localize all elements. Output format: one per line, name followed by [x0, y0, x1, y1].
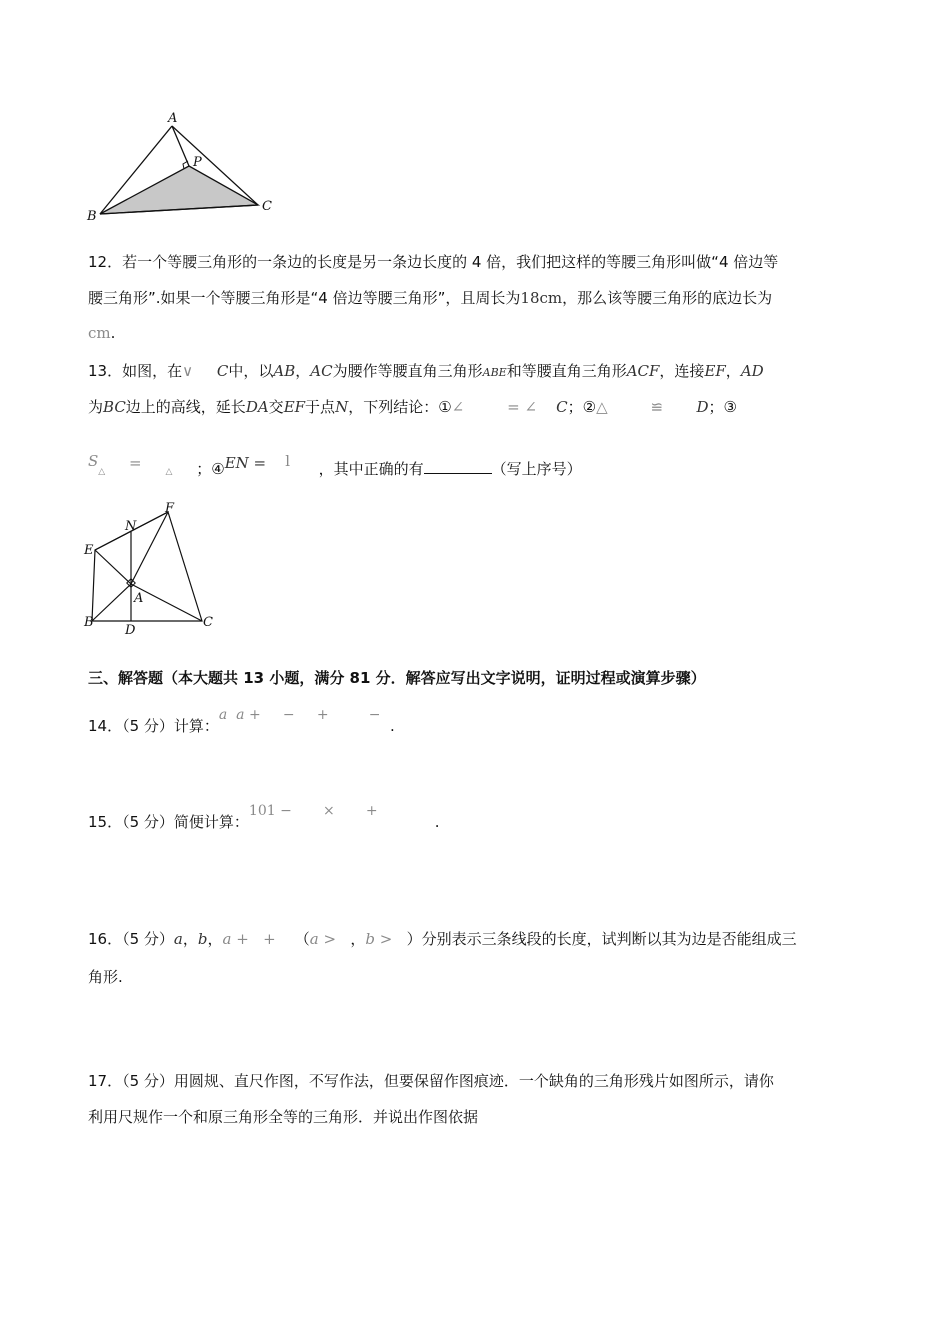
q13-l3-m4: EN =: [224, 454, 267, 472]
q13-l2-m5: ∠: [451, 398, 465, 416]
q13-l3-m1: S: [88, 452, 99, 470]
fig2-label-c: C: [203, 615, 213, 630]
segment-ab: [92, 584, 131, 621]
q13-l3-m5: l: [285, 452, 290, 470]
q16-m2: b: [197, 930, 208, 948]
q13-l2-m3: EF: [283, 398, 306, 416]
q13-l2-m1: BC: [103, 398, 126, 416]
segment-af: [131, 512, 168, 584]
q13-l3-t1: ；④: [196, 460, 225, 478]
q13-l3-m1s: △: [98, 467, 106, 477]
fig2-label-e: E: [84, 543, 94, 558]
q13-l3-m2: =: [129, 454, 142, 472]
q13-l2-t7: ；③: [708, 398, 737, 416]
q13-l2-m10: D: [696, 398, 709, 416]
q13-l3-t3: （写上序号）: [491, 460, 582, 478]
q13-l2-t5: ，下列结论：①: [348, 398, 452, 416]
q16-line-2: 角形.: [88, 968, 123, 986]
q13-answer-blank[interactable]: [424, 459, 492, 474]
fig2-label-a: A: [134, 591, 144, 606]
q13-l2-m8: △: [596, 398, 608, 416]
q13-l2-t6: ；②: [567, 398, 597, 416]
q16-s1: ，: [182, 930, 198, 948]
q16-line-1: [88, 928, 797, 950]
label-a: A: [168, 111, 178, 126]
segment-ap: [172, 126, 189, 166]
q13-line-3: [88, 452, 582, 483]
fig2-label-n: N: [125, 519, 137, 534]
q13-m6: EF: [704, 362, 726, 380]
q16-m5: b >: [365, 930, 393, 948]
q17-line-1: 17．（5 分）用圆规、直尺作图，不写作法，但要保留作图痕迹．一个缺角的三角形残片如图所示，请你: [88, 1072, 774, 1090]
segment-ea: [95, 550, 131, 584]
q14-expression: a a + − + −: [218, 707, 381, 723]
q13-l2-m6: = ∠: [507, 398, 538, 416]
q13-m1: ∨: [182, 362, 194, 380]
q13-m5: ACF: [626, 362, 660, 380]
q12-text-b: ，那么该等腰三角形的底边长为: [562, 289, 773, 307]
q16-m4: a >: [309, 930, 337, 948]
q16-label: 16．（5 分）: [88, 930, 174, 948]
fig2-label-d: D: [125, 623, 136, 638]
q13-m3: AC: [310, 362, 333, 380]
q12-line-3: [88, 322, 115, 344]
q15-end: .: [434, 813, 440, 831]
q13-l2-m7: C: [556, 398, 568, 416]
q13-l2-t4: 于点: [305, 398, 336, 416]
q13-t7: ，: [725, 362, 741, 380]
q13-l2-t2: 边上的高线，延长: [125, 398, 246, 416]
q14-label: 14．（5 分）计算：: [88, 717, 219, 735]
label-c: C: [262, 199, 272, 214]
q16-s3: ，: [350, 930, 366, 948]
q13-m7: AD: [740, 362, 764, 380]
q12-line-1: 12．若一个等腰三角形的一条边的长度是另一条边长度的 4 倍，我们把这样的等腰三角形叫做“4 倍边等: [88, 253, 779, 271]
q14-end: .: [389, 717, 395, 735]
q13-l2-t1: 为: [88, 398, 104, 416]
q16-p2: ）分别表示三条线段的长度，试判断以其为边是否能组成三: [406, 930, 797, 948]
q13-line-2: [88, 396, 737, 418]
figure-2-quadrilateral: [80, 500, 220, 640]
q13-l3-t2: ，其中正确的有: [318, 460, 424, 478]
q15: [88, 803, 440, 834]
q12-unit: cm: [88, 324, 111, 342]
q14: [88, 707, 395, 738]
q13-t2: 中，以: [228, 362, 274, 380]
q13-m1b: C: [216, 362, 229, 380]
q13-m4: ABE: [482, 366, 507, 379]
q13-l2-m4: N: [335, 398, 349, 416]
label-b: B: [87, 209, 97, 224]
q16-m3: a + +: [222, 930, 276, 948]
q15-label: 15．（5 分）简便计算：: [88, 813, 249, 831]
q13-l2-m9: ≌: [650, 398, 664, 416]
fig2-label-b: B: [84, 615, 94, 630]
q12-line-2: [88, 287, 772, 309]
q13-l3-m3: △: [165, 467, 173, 477]
q13-m2: AB: [273, 362, 296, 380]
figure-1-triangle: [82, 108, 282, 228]
q12-text-a: 腰三角形”.如果一个等腰三角形是“4 倍边等腰三角形”，且周长为: [88, 289, 521, 307]
section-3-heading: 三、解答题（本大题共 13 小题，满分 81 分．解答应写出文字说明，证明过程或演算步骤）: [88, 669, 706, 687]
q16-m1: a: [173, 930, 183, 948]
q12-perimeter: 18cm: [520, 289, 563, 307]
q16-p1: （: [294, 930, 310, 948]
q13-t4: 为腰作等腰直角三角形: [332, 362, 483, 380]
q13-t6: ，连接: [659, 362, 705, 380]
q12-end: .: [110, 324, 116, 342]
q13-l2-t3: 交: [268, 398, 284, 416]
q13-l2-m2: DA: [245, 398, 269, 416]
q13-t3: ，: [295, 362, 311, 380]
fig2-label-f: F: [165, 501, 175, 516]
q16-s2: ，: [207, 930, 223, 948]
q17-line-2: 利用尺规作一个和原三角形全等的三角形．并说出作图依据: [88, 1108, 479, 1126]
q13-line-1: [88, 360, 764, 384]
q13-t1: 13．如图，在: [88, 362, 183, 380]
q15-expression: 101 − × +: [248, 803, 378, 819]
q13-t5: 和等腰直角三角形: [506, 362, 627, 380]
label-p: P: [193, 155, 202, 170]
